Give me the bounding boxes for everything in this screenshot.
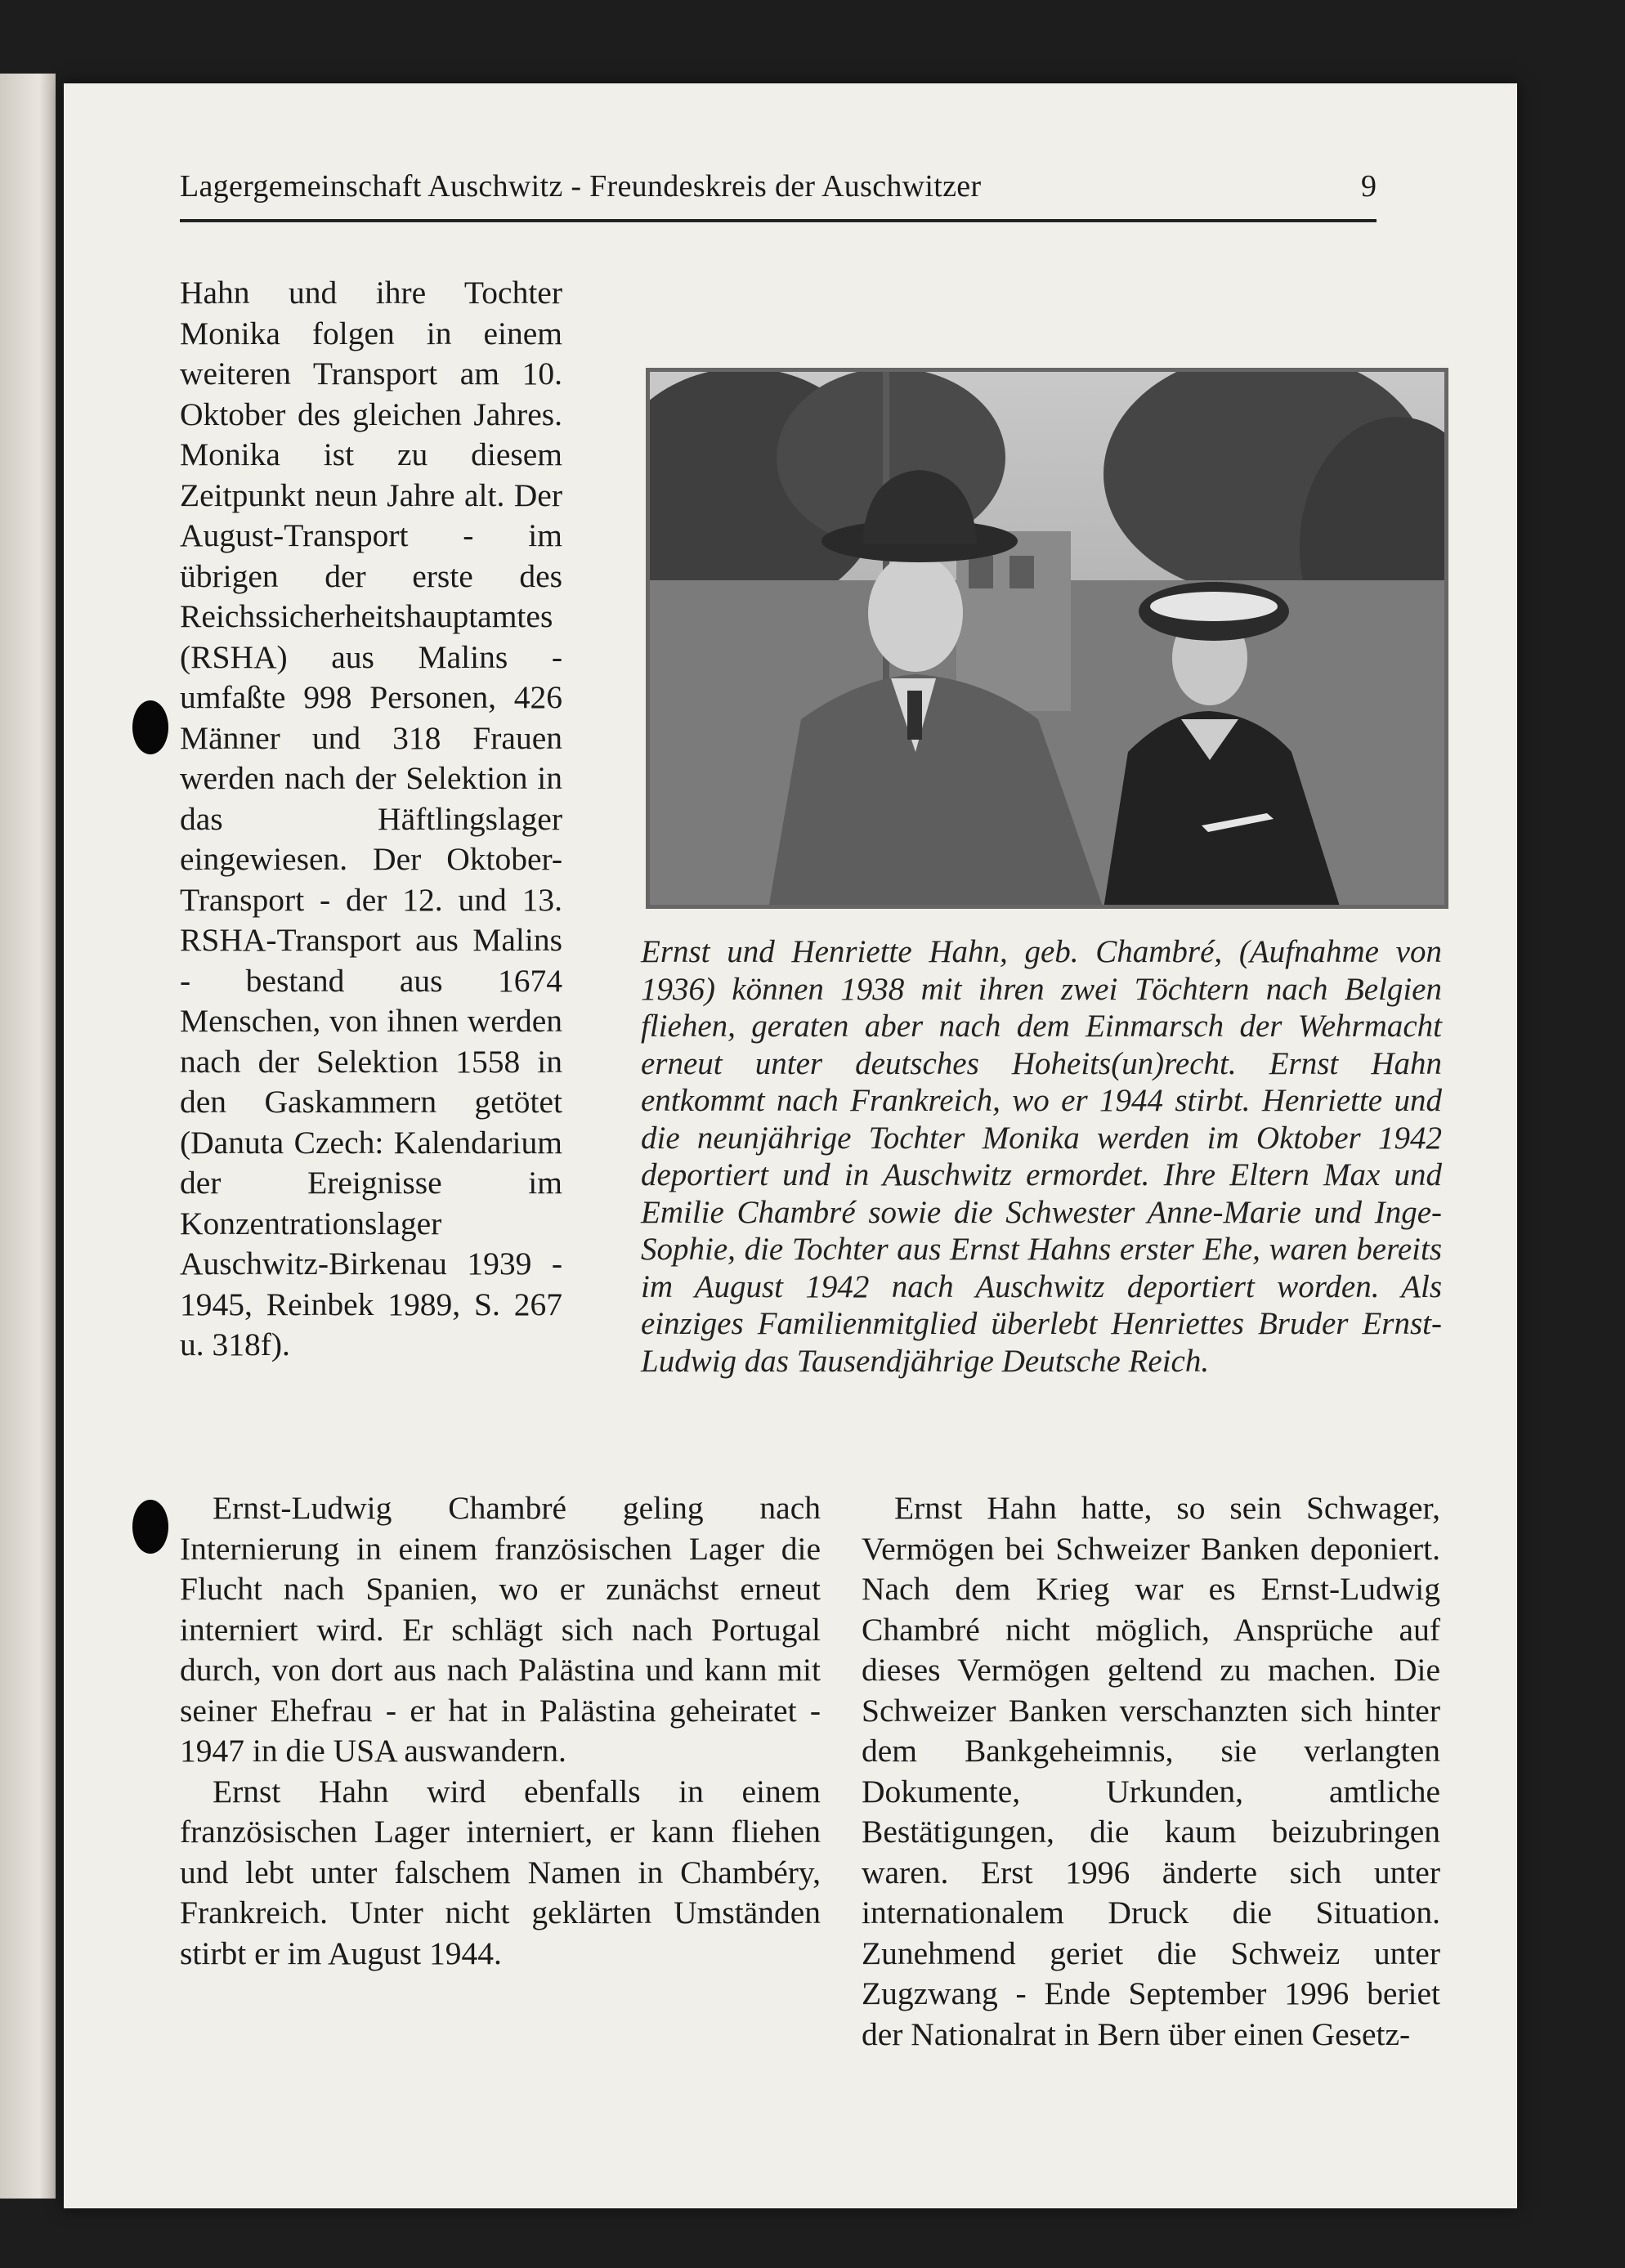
- photo-caption: [641, 933, 1442, 1380]
- header-title: Lagergemeinschaft Auschwitz - Freundeskreis der Auschwitzer: [180, 169, 982, 204]
- paragraph: Ernst Hahn wird ebenfalls in einem französischen Lager interniert, er kann fliehen und lebt unter falschem Namen in Chambéry, Frankreich. Unter nicht geklärten Umständen stirbt er im August 1944.: [180, 1773, 821, 1971]
- right-column-lower: [862, 1488, 1440, 2055]
- left-column-lower: [180, 1488, 821, 1974]
- caption-text: Ernst und Henriette Hahn, geb. Chambré, (Aufnahme von 1936) können 1938 mit ihren zwei Töchtern nach Belgien fliehen, geraten aber nach dem Einmarsch der Wehrmacht erneut unter deutsches Hoheits(un)recht. Ernst Hahn entkommt nach Frankreich, wo er 1944 stirbt. Henriette und die neunjährige Tochter Monika werden im Oktober 1942 deportiert und in Auschwitz ermordet. Ihre Eltern Max und Emilie Chambré sowie die Schwester Anne-Marie und Inge-Sophie, die Tochter aus Ernst Hahns erster Ehe, waren bereits im August 1942 nach Auschwitz deportiert worden. Als einziges Familienmitglied überlebt Henriettes Bruder Ernst-Ludwig das Tausendjährige Deutsche Reich.: [641, 934, 1442, 1379]
- document-page: [64, 83, 1517, 2208]
- paragraph: Ernst-Ludwig Chambré geling nach Internierung in einem französischen Lager die Flucht nach Spanien, wo er zunächst erneut interniert wird. Er schlägt sich nach Portugal durch, von dort aus nach Palästina und kann mit seiner Ehefrau - er hat in Palästina geheiratet - 1947 in die USA auswandern.: [180, 1490, 821, 1769]
- running-header: [180, 165, 1377, 222]
- punch-hole: [132, 1500, 168, 1554]
- left-column-top: [180, 273, 562, 1366]
- portrait-photo: [646, 368, 1448, 909]
- punch-hole: [132, 700, 168, 754]
- adjacent-page-edge: [0, 74, 56, 2199]
- paragraph: Ernst Hahn hatte, so sein Schwager, Vermögen bei Schweizer Banken deponiert. Nach dem Krieg war es Ernst-Ludwig Chambré nicht möglich, Ansprüche auf dieses Vermögen geltend zu machen. Die Schweizer Banken verschanzten sich hinter dem Bankgeheimnis, sie verlangten Dokumente, Urkunden, amtliche Bestätigungen, die kaum beizubringen waren. Erst 1996 änderte sich unter internationalem Druck die Situation. Zunehmend geriet die Schweiz unter Zugzwang - Ende September 1996 beriet der Nationalrat in Bern über einen Gesetz-: [862, 1490, 1440, 2052]
- paragraph: Hahn und ihre Tochter Monika folgen in einem weiteren Transport am 10. Oktober des gleichen Jahres. Monika ist zu diesem Zeitpunkt neun Jahre alt. Der August-Transport - im übrigen der erste des Reichssicherheitshauptamtes (RSHA) aus Malins - umfaßte 998 Personen, 426 Männer und 318 Frauen werden nach der Selektion in das Häftlingslager eingewiesen. Der Oktober-Transport - der 12. und 13. RSHA-Transport aus Malins - bestand aus 1674 Menschen, von ihnen werden nach der Selektion 1558 in den Gaskammern getötet (Danuta Czech: Kalendarium der Ereignisse im Konzentrationslager Auschwitz-Birkenau 1939 - 1945, Reinbek 1989, S. 267 u. 318f).: [180, 275, 562, 1362]
- page-number: 9: [1361, 169, 1377, 204]
- couple-photo-illustration: [646, 368, 1448, 909]
